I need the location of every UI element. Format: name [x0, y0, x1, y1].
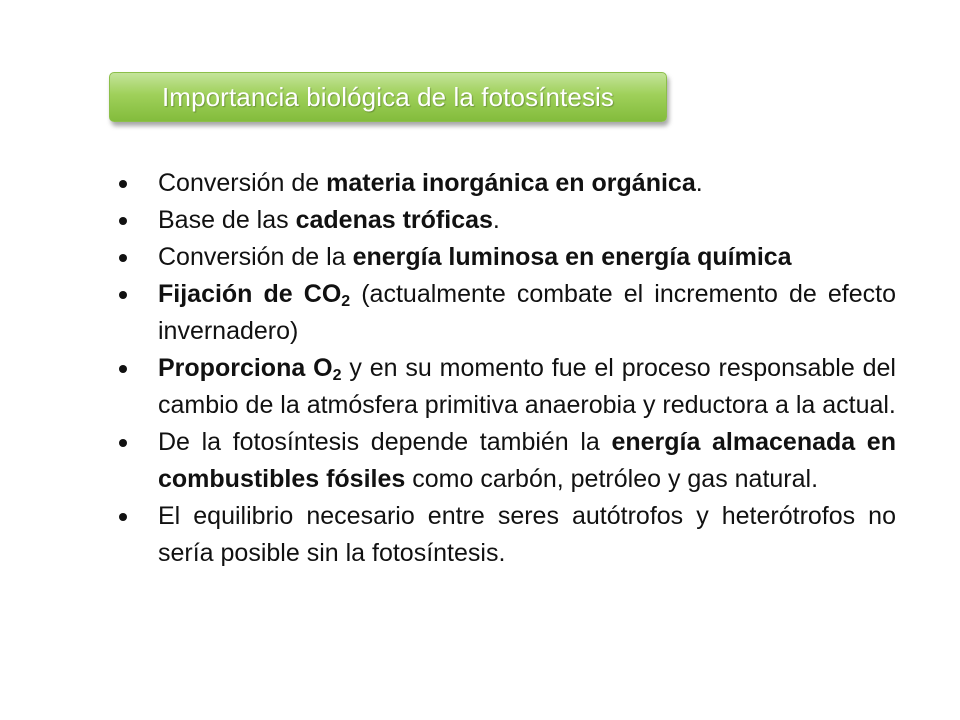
- item-text: .: [695, 169, 703, 197]
- bullet-list: [118, 165, 896, 572]
- list-item: [118, 350, 896, 424]
- item-text: y en su momento fue el proceso responsable del cambio de la atmósfera primitiva anaerobia y reductora a la actual.: [158, 354, 896, 419]
- item-text: como carbón, petróleo y gas natural.: [405, 465, 819, 493]
- list-item: [118, 239, 896, 276]
- item-bold: Proporciona O: [158, 354, 333, 382]
- item-bold: energía almacenada en combustibles fósiles: [158, 428, 896, 493]
- list-item: [118, 498, 896, 572]
- bullet-icon: [119, 365, 127, 373]
- bullet-icon: [119, 217, 127, 225]
- item-bold: Fijación de CO: [158, 280, 342, 308]
- item-text: De la fotosíntesis depende también la: [158, 428, 612, 456]
- item-text: Base de las: [158, 206, 296, 234]
- item-text: Conversión de la: [158, 243, 353, 271]
- item-bold: energía luminosa en energía química: [352, 243, 792, 271]
- item-bold: cadenas tróficas: [295, 206, 493, 234]
- subscript: 2: [341, 293, 351, 310]
- list-item: [118, 165, 896, 202]
- item-text: El equilibrio necesario entre seres autótrofos y heterótrofos no sería posible sin la fotosíntesis.: [158, 502, 896, 567]
- item-bold: materia inorgánica en orgánica: [326, 169, 696, 197]
- slide-title: Importancia biológica de la fotosíntesis: [161, 81, 615, 112]
- title-badge: [109, 72, 667, 122]
- item-text: .: [492, 206, 500, 234]
- item-text: Conversión de: [158, 169, 327, 197]
- bullet-icon: [119, 180, 127, 188]
- list-item: [118, 424, 896, 498]
- bullet-icon: [119, 513, 127, 521]
- item-text: (actualmente combate el incremento de efecto invernadero): [158, 280, 896, 345]
- bullet-icon: [119, 254, 127, 262]
- bullet-icon: [119, 291, 127, 299]
- list-item: [118, 276, 896, 350]
- list-item: [118, 202, 896, 239]
- subscript: 2: [332, 367, 342, 384]
- bullet-icon: [119, 439, 127, 447]
